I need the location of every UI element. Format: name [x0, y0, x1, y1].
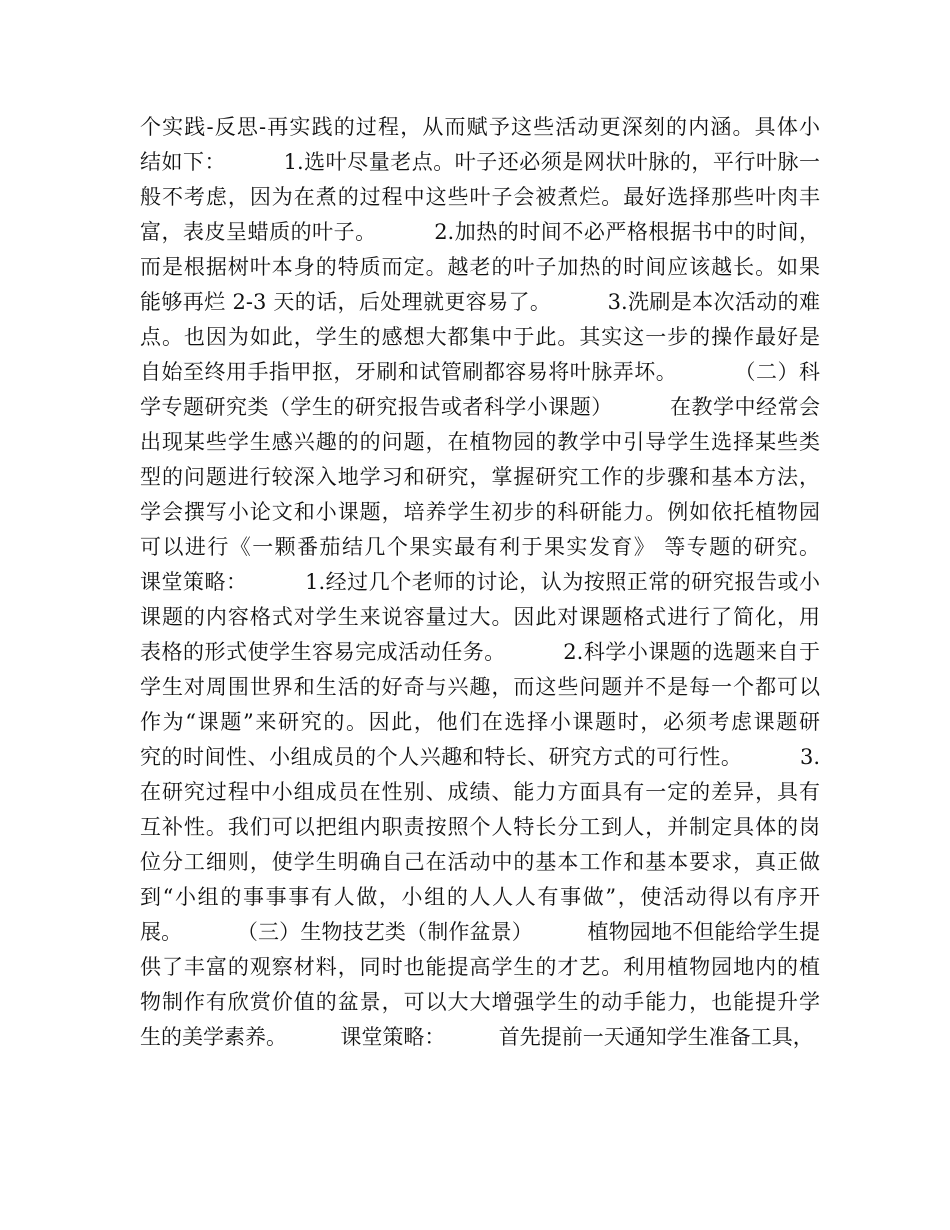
text-line: 学生对周围世界和生活的好奇与兴趣，而这些问题并不是每一个都可以	[140, 675, 820, 699]
text-line: 展。 （三）生物技艺类（制作盆景） 植物园地不但能给学生提	[140, 920, 820, 944]
text-line: 在研究过程中小组成员在性别、成绩、能力方面具有一定的差异，具有	[140, 780, 820, 804]
text-line: 位分工细则，使学生明确自己在活动中的基本工作和基本要求，真正做	[140, 850, 820, 874]
text-line: 自始至终用手指甲抠，牙刷和试管刷都容易将叶脉弄坏。 （二）科	[140, 360, 820, 384]
text-line: 互补性。我们可以把组内职责按照个人特长分工到人，并制定具体的岗	[140, 815, 820, 839]
text-line: 作为“课题”来研究的。因此，他们在选择小课题时，必须考虑课题研	[140, 710, 820, 734]
text-line: 到“小组的事事事有人做，小组的人人人有事做”，使活动得以有序开	[140, 885, 820, 909]
text-line: 出现某些学生感兴趣的的问题，在植物园的教学中引导学生选择某些类	[140, 430, 820, 454]
text-line: 物制作有欣赏价值的盆景，可以大大增强学生的动手能力，也能提升学	[140, 990, 820, 1014]
text-line: 型的问题进行较深入地学习和研究，掌握研究工作的步骤和基本方法，	[140, 465, 820, 489]
text-line: 可以进行《一颗番茄结几个果实最有利于果实发育》 等专题的研究。	[140, 535, 820, 559]
text-line: 生的美学素养。 课堂策略： 首先提前一天通知学生准备工具，	[140, 1025, 814, 1049]
text-line: 学会撰写小论文和小课题，培养学生初步的科研能力。例如依托植物园	[140, 500, 820, 524]
text-line: 课题的内容格式对学生来说容量过大。因此对课题格式进行了简化，用	[140, 605, 820, 629]
text-line: 学专题研究类（学生的研究报告或者科学小课题） 在教学中经常会	[140, 395, 820, 419]
text-line: 而是根据树叶本身的特质而定。越老的叶子加热的时间应该越长。如果	[140, 255, 820, 279]
text-line: 究的时间性、小组成员的个人兴趣和特长、研究方式的可行性。 3.	[140, 745, 820, 769]
text-line: 个实践-反思-再实践的过程，从而赋予这些活动更深刻的内涵。具体小	[140, 115, 820, 139]
text-line: 供了丰富的观察材料，同时也能提高学生的才艺。利用植物园地内的植	[140, 955, 820, 979]
text-line: 表格的形式使学生容易完成活动任务。 2.科学小课题的选题来自于	[140, 640, 820, 664]
text-line: 课堂策略： 1.经过几个老师的讨论，认为按照正常的研究报告或小	[140, 570, 820, 594]
text-line: 结如下： 1.选叶尽量老点。叶子还必须是网状叶脉的，平行叶脉一	[140, 150, 820, 174]
text-line: 般不考虑，因为在煮的过程中这些叶子会被煮烂。最好选择那些叶肉丰	[140, 185, 820, 209]
text-line: 点。也因为如此，学生的感想大都集中于此。其实这一步的操作最好是	[140, 325, 820, 349]
text-line: 能够再烂 2-3 天的话，后处理就更容易了。 3.洗刷是本次活动的难	[140, 290, 820, 314]
text-line: 富，表皮呈蜡质的叶子。 2.加热的时间不必严格根据书中的时间，	[140, 220, 820, 244]
